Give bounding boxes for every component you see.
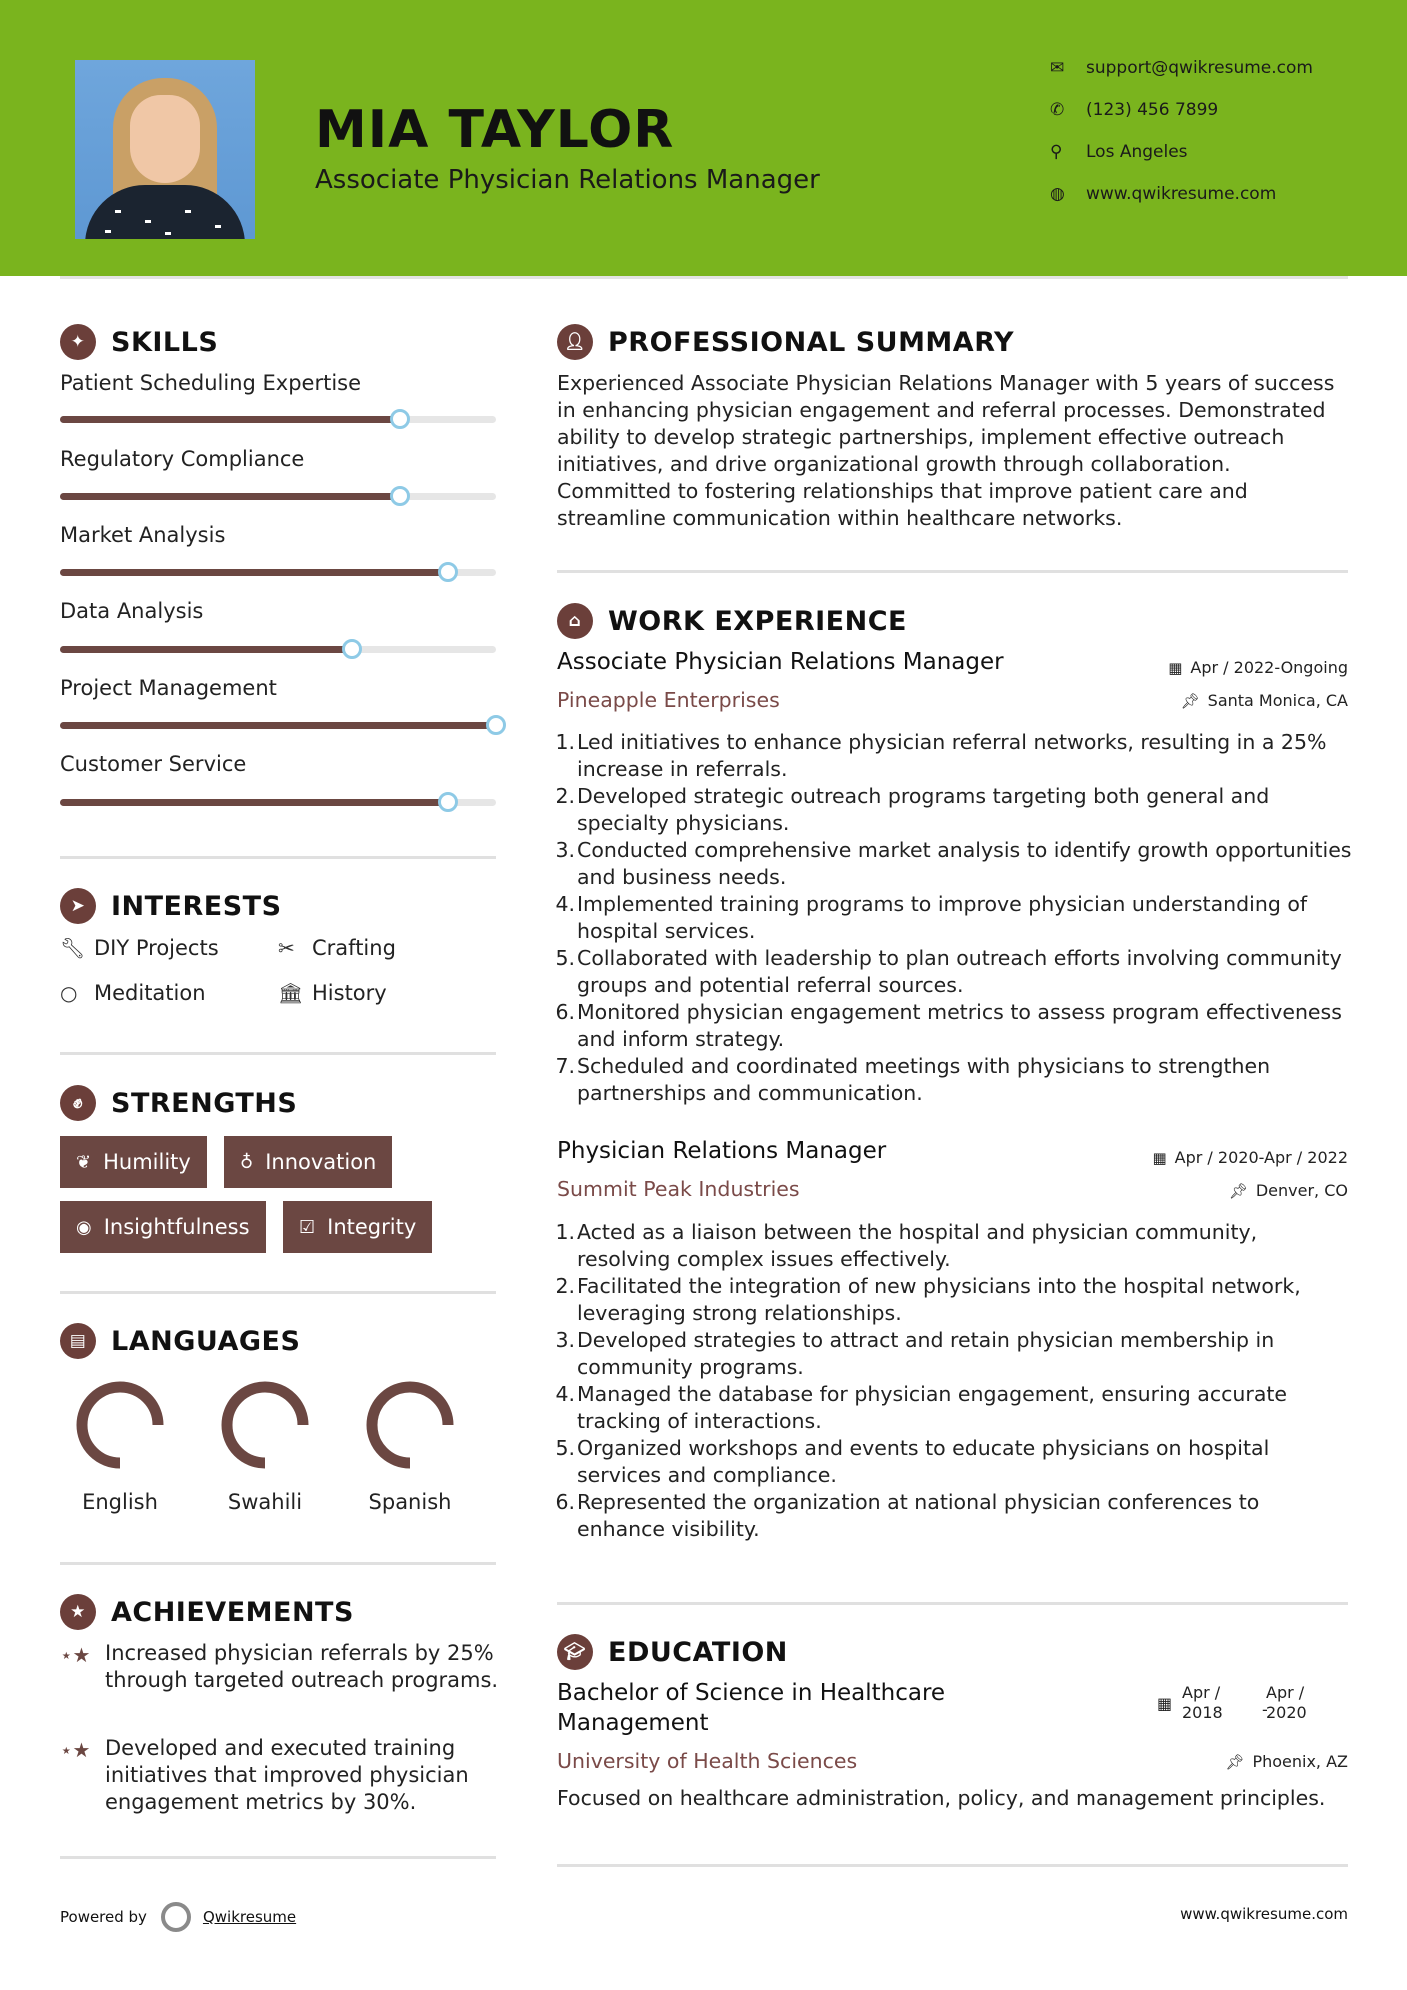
section-divider bbox=[557, 1864, 1348, 1867]
education-start bbox=[1182, 1683, 1223, 1723]
language-gauge bbox=[50, 1375, 190, 1475]
interests-heading bbox=[60, 888, 282, 924]
job-dates bbox=[1152, 1148, 1348, 1167]
skill-bar-fill bbox=[60, 569, 448, 576]
checkbox-icon: ☑ bbox=[299, 1216, 316, 1238]
interest-item bbox=[278, 936, 396, 960]
experience-title: WORK EXPERIENCE bbox=[608, 605, 907, 637]
strength-label: Humility bbox=[103, 1150, 191, 1174]
footer-website[interactable]: www.qwikresume.com bbox=[1180, 1905, 1348, 1923]
skill-bar bbox=[60, 722, 496, 729]
graduation-icon: 🎓︎ bbox=[557, 1634, 593, 1670]
skill-bar-fill bbox=[60, 646, 352, 653]
job-location bbox=[1181, 691, 1348, 710]
job-title: Associate Physician Relations Manager bbox=[557, 649, 1004, 675]
contact-email-text: support@qwikresume.com bbox=[1086, 58, 1313, 78]
profile-photo bbox=[75, 60, 255, 239]
section-divider bbox=[60, 1052, 496, 1055]
star-badge-icon: ★ bbox=[60, 1594, 96, 1630]
summary-heading bbox=[557, 324, 1014, 360]
achievement-text: Developed and executed training initiatives that improved physician engagement metrics by 30%. bbox=[105, 1736, 469, 1814]
job-bullet-list bbox=[553, 729, 1353, 1107]
education-heading bbox=[557, 1634, 788, 1670]
language-gauge bbox=[340, 1375, 480, 1475]
strengths-title: STRENGTHS bbox=[111, 1087, 298, 1119]
strength-label: Innovation bbox=[265, 1150, 377, 1174]
list-item: 6. Monitored physician engagement metrics to assess program effectiveness and inform strategy. bbox=[555, 1000, 1342, 1051]
summary-text: Experienced Associate Physician Relations Manager with 5 years of success in enhancing physician engagement and referral processes. Demonstrated ability to develop strategic partnerships, implement effective outreach initiatives, and drive organizational growth through collaboration. Committed to fostering relationships that improve patient care and streamline communication within healthcare networks. bbox=[557, 371, 1335, 530]
languages-title: LANGUAGES bbox=[111, 1325, 301, 1357]
achievement-item bbox=[60, 1640, 500, 1694]
scissors-icon: ✂ bbox=[278, 936, 295, 960]
list-item: 4. Implemented training programs to improve physician understanding of hospital services. bbox=[555, 892, 1308, 943]
contact-phone-text: (123) 456 7899 bbox=[1086, 100, 1219, 120]
powered-by-text: Powered by bbox=[60, 1908, 147, 1926]
lightbulb-icon: ♁ bbox=[240, 1151, 254, 1173]
job-dates-text: Apr / 2022-Ongoing bbox=[1190, 658, 1348, 677]
languages-heading bbox=[60, 1323, 300, 1359]
job-bullet-list bbox=[553, 1219, 1353, 1543]
achievements-title: ACHIEVEMENTS bbox=[111, 1596, 354, 1628]
list-item: 3. Developed strategies to attract and retain physician membership in community programs. bbox=[555, 1328, 1275, 1379]
interest-item bbox=[60, 936, 219, 960]
education-description: Focused on healthcare administration, policy, and management principles. bbox=[557, 1786, 1326, 1810]
eye-icon: ◉ bbox=[76, 1216, 92, 1238]
language-gauge-arc bbox=[82, 1387, 158, 1463]
achievements-heading bbox=[60, 1594, 354, 1630]
skills-title: SKILLS bbox=[111, 326, 219, 358]
skill-bar-knob bbox=[486, 715, 506, 735]
skill-label: Project Management bbox=[60, 676, 277, 700]
skill-bar bbox=[60, 569, 496, 576]
job-dates bbox=[1168, 658, 1348, 677]
map-pin-icon: ⚲ bbox=[1050, 142, 1063, 162]
school-name: University of Health Sciences bbox=[557, 1749, 858, 1773]
job-company: Pineapple Enterprises bbox=[557, 688, 780, 712]
language-card-icon: ▤ bbox=[60, 1323, 96, 1359]
skill-label: Customer Service bbox=[60, 752, 247, 776]
contact-location-text: Los Angeles bbox=[1086, 142, 1188, 162]
school-location-text: Phoenix, AZ bbox=[1252, 1752, 1348, 1771]
section-divider bbox=[60, 1291, 496, 1294]
job-company: Summit Peak Industries bbox=[557, 1177, 800, 1201]
user-icon: 👤︎ bbox=[557, 324, 593, 360]
skill-bar bbox=[60, 493, 496, 500]
resume-header bbox=[0, 0, 1407, 276]
language-label: English bbox=[82, 1490, 158, 1514]
skill-label: Patient Scheduling Expertise bbox=[60, 371, 362, 395]
date-separator: - bbox=[1262, 1700, 1268, 1719]
list-item: 5. Collaborated with leadership to plan outreach efforts involving community groups and potential referral sources. bbox=[555, 946, 1342, 997]
interest-item bbox=[60, 981, 206, 1005]
fist-icon: ✊︎ bbox=[60, 1085, 96, 1121]
brand-link[interactable]: Qwikresume bbox=[202, 1908, 297, 1926]
strength-label: Insightfulness bbox=[103, 1215, 250, 1239]
interest-label: Crafting bbox=[312, 936, 396, 960]
section-divider bbox=[557, 570, 1348, 573]
skill-label: Regulatory Compliance bbox=[60, 447, 305, 471]
lightbulb-icon: ✦ bbox=[60, 324, 96, 360]
education-title: EDUCATION bbox=[608, 1636, 788, 1668]
office-chair-icon: ⌂ bbox=[557, 603, 593, 639]
bank-icon: 🏛︎ bbox=[278, 981, 304, 1005]
achievement-item bbox=[60, 1735, 500, 1816]
skill-bar-knob bbox=[390, 409, 410, 429]
list-item: 4. Managed the database for physician engagement, ensuring accurate tracking of interactions. bbox=[555, 1382, 1288, 1433]
strength-tag bbox=[60, 1136, 207, 1188]
section-divider bbox=[60, 856, 496, 859]
strength-tag bbox=[224, 1136, 392, 1188]
language-label: Spanish bbox=[368, 1490, 452, 1514]
summary-title: PROFESSIONAL SUMMARY bbox=[608, 326, 1015, 358]
school-location bbox=[1225, 1752, 1348, 1771]
skill-label: Market Analysis bbox=[60, 523, 226, 547]
strength-tag bbox=[283, 1201, 432, 1253]
skill-bar-fill bbox=[60, 493, 400, 500]
header-divider bbox=[60, 276, 1348, 279]
skill-bar-knob bbox=[342, 639, 362, 659]
job-title: Physician Relations Manager bbox=[557, 1138, 887, 1164]
list-item: 5. Organized workshops and events to educate physicians on hospital services and compliance. bbox=[555, 1436, 1270, 1487]
achievement-text: Increased physician referrals by 25% through targeted outreach programs. bbox=[105, 1641, 499, 1692]
degree-line-2: Management bbox=[557, 1710, 709, 1736]
candidate-role: Associate Physician Relations Manager bbox=[315, 165, 820, 195]
qwikresume-logo-icon bbox=[161, 1902, 191, 1932]
degree-line-1: Bachelor of Science in Healthcare bbox=[557, 1680, 946, 1706]
skills-heading bbox=[60, 324, 218, 360]
skill-bar-fill bbox=[60, 722, 496, 729]
strength-label: Integrity bbox=[327, 1215, 417, 1239]
interest-item bbox=[278, 981, 387, 1005]
interest-label: Meditation bbox=[94, 981, 206, 1005]
skill-bar-fill bbox=[60, 799, 448, 806]
section-divider bbox=[60, 1856, 496, 1859]
education-end-month: Apr / bbox=[1266, 1683, 1305, 1702]
pin-icon: 📌︎ bbox=[1228, 1181, 1248, 1200]
star-icon: ⋆★ bbox=[60, 1643, 91, 1667]
skill-bar bbox=[60, 646, 496, 653]
experience-heading bbox=[557, 603, 907, 639]
interests-title: INTERESTS bbox=[111, 890, 282, 922]
education-end-year: 2020 bbox=[1266, 1703, 1307, 1722]
list-item: 1. Led initiatives to enhance physician referral networks, resulting in a 25% increase in referrals. bbox=[555, 730, 1327, 781]
pin-icon: 📌︎ bbox=[1225, 1752, 1245, 1771]
skill-bar-fill bbox=[60, 416, 400, 423]
interest-label: History bbox=[312, 981, 387, 1005]
language-gauge-arc bbox=[372, 1387, 448, 1463]
list-item: 1. Acted as a liaison between the hospital and physician community, resolving complex issues effectively. bbox=[555, 1220, 1258, 1271]
education-start-year: 2018 bbox=[1182, 1703, 1223, 1722]
skill-label: Data Analysis bbox=[60, 599, 204, 623]
education-start-month: Apr / bbox=[1182, 1683, 1221, 1702]
paper-plane-icon: ➤ bbox=[60, 888, 96, 924]
language-label: Swahili bbox=[227, 1490, 303, 1514]
globe-icon: ◍ bbox=[1050, 184, 1065, 204]
contact-phone[interactable] bbox=[1050, 100, 1218, 120]
section-divider bbox=[60, 1562, 496, 1565]
skill-bar-knob bbox=[438, 792, 458, 812]
contact-website-text: www.qwikresume.com bbox=[1086, 184, 1277, 204]
calendar-icon: ▦ bbox=[1157, 1694, 1173, 1713]
leaf-icon: ❦ bbox=[76, 1151, 92, 1173]
strength-tag bbox=[60, 1201, 266, 1253]
strengths-heading bbox=[60, 1085, 297, 1121]
candidate-name: MIA TAYLOR bbox=[315, 100, 675, 160]
section-divider bbox=[557, 1602, 1348, 1605]
language-gauge-arc bbox=[227, 1387, 303, 1463]
job-location bbox=[1229, 1181, 1348, 1200]
interest-label: DIY Projects bbox=[94, 936, 219, 960]
wrench-icon: 🔧︎ bbox=[60, 936, 86, 960]
skill-bar-knob bbox=[390, 486, 410, 506]
language-gauge bbox=[195, 1375, 335, 1475]
calendar-icon: ▦ bbox=[1152, 1148, 1167, 1167]
contact-email[interactable] bbox=[1050, 58, 1313, 78]
list-item: 7. Scheduled and coordinated meetings with physicians to strengthen partnerships and communication. bbox=[555, 1054, 1271, 1105]
contact-website[interactable] bbox=[1050, 184, 1276, 204]
list-item: 2. Developed strategic outreach programs targeting both general and specialty physicians. bbox=[555, 784, 1270, 835]
skill-bar bbox=[60, 799, 496, 806]
footer-powered-by bbox=[60, 1902, 296, 1932]
calendar-icon: ▦ bbox=[1168, 658, 1183, 677]
list-item: 2. Facilitated the integration of new physicians into the hospital network, leveraging strong relationships. bbox=[555, 1274, 1301, 1325]
pin-icon: 📌︎ bbox=[1180, 691, 1200, 710]
star-icon: ⋆★ bbox=[60, 1738, 91, 1762]
envelope-icon: ✉ bbox=[1050, 58, 1065, 78]
job-location-text: Santa Monica, CA bbox=[1207, 691, 1348, 710]
job-dates-text: Apr / 2020-Apr / 2022 bbox=[1174, 1148, 1348, 1167]
phone-icon: ✆ bbox=[1050, 100, 1065, 120]
circle-icon: ○ bbox=[60, 981, 78, 1005]
job-location-text: Denver, CO bbox=[1255, 1181, 1348, 1200]
list-item: 3. Conducted comprehensive market analysis to identify growth opportunities and business needs. bbox=[555, 838, 1352, 889]
list-item: 6. Represented the organization at national physician conferences to enhance visibility. bbox=[555, 1490, 1260, 1541]
skill-bar bbox=[60, 416, 496, 423]
skill-bar-knob bbox=[438, 562, 458, 582]
education-end bbox=[1266, 1683, 1307, 1723]
contact-location bbox=[1050, 142, 1188, 162]
